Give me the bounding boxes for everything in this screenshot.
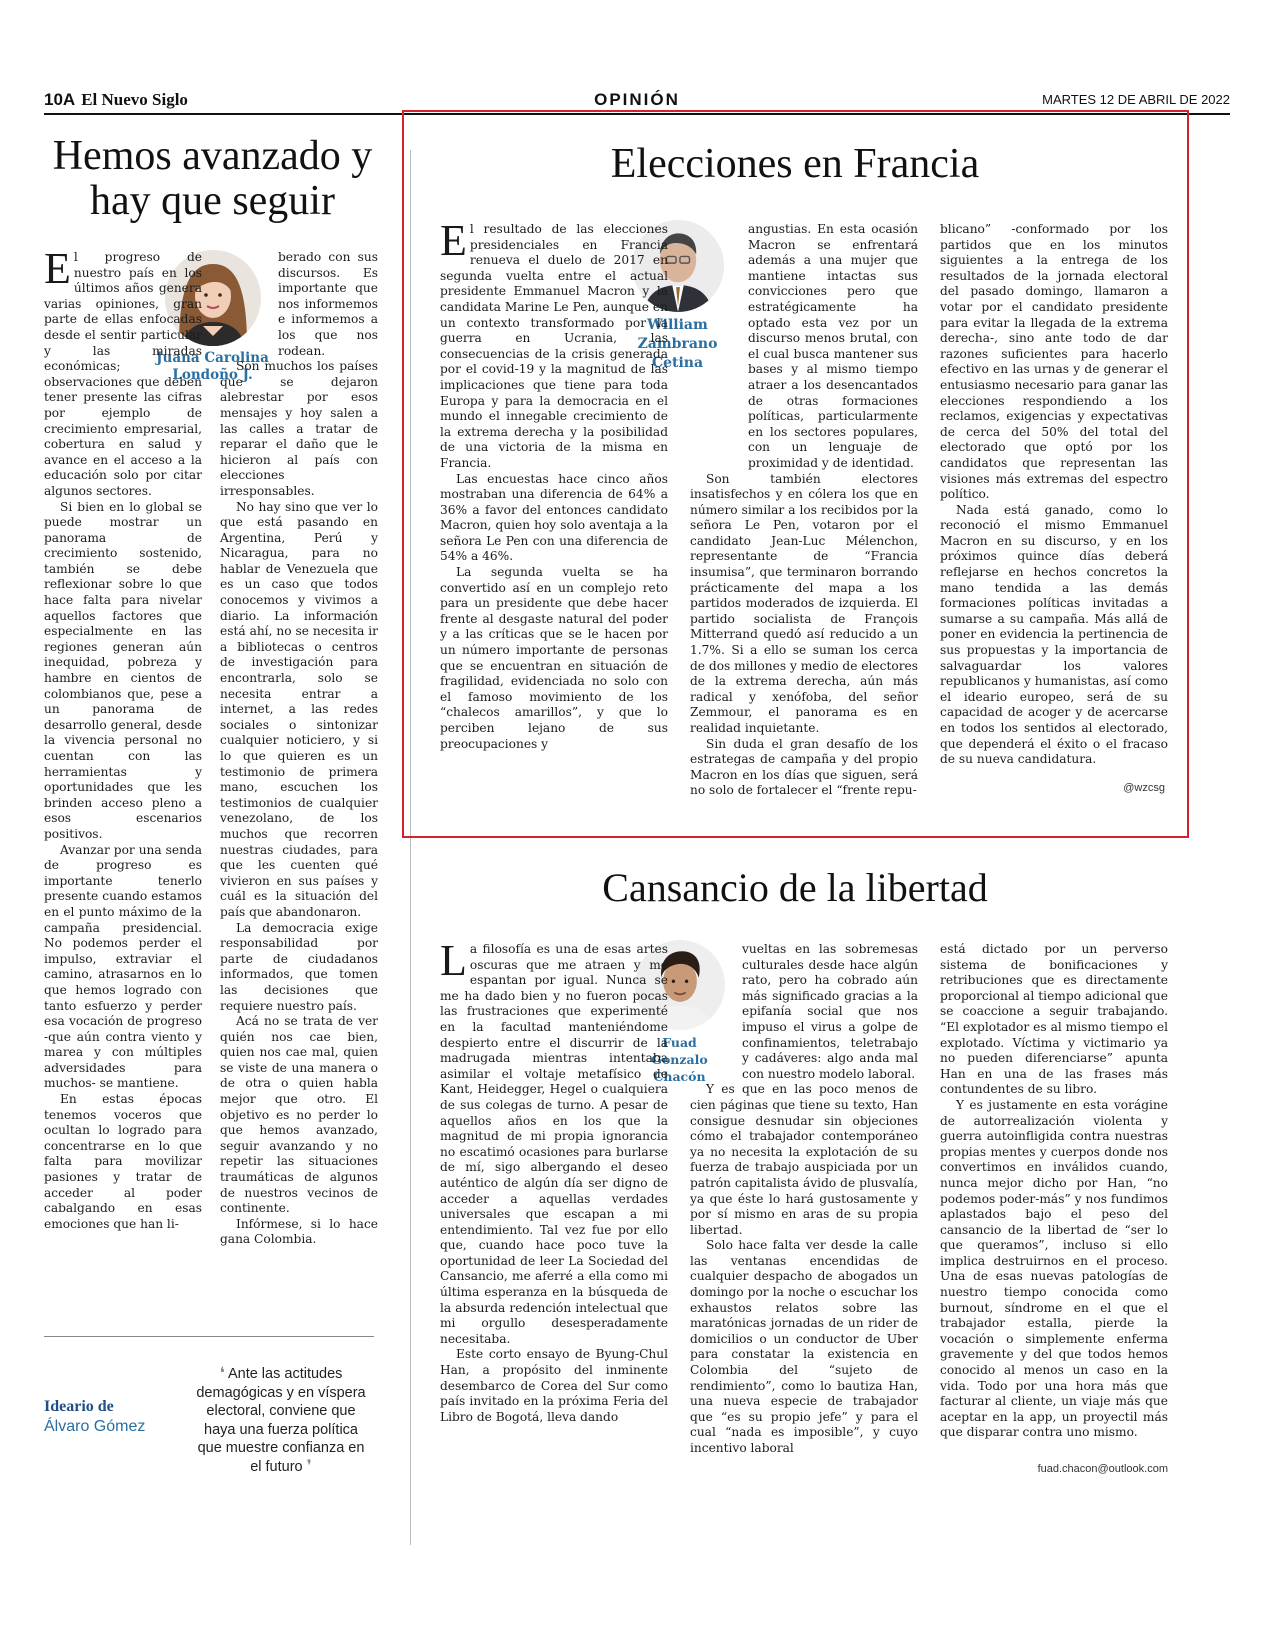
- top-article-paragraph: El resultado de las elecciones presidenciales en Francia renueva el duelo de 2017 en segunda vuelta entre el actual presidente Emmanuel Macron y la candidata Marine Le Pen, aunque en un contexto transformado por la guerra en Ucrania, las consecuencias de la crisis generada por el covid-19 y la magnitud de las implicaciones que tiene para toda Europa y para la democracia en el mundo el innegable crecimiento de la extrema derecha y la posibilidad de una victoria de la misma en Francia.: [440, 216, 668, 470]
- bottom-article-col-1: [440, 936, 668, 1425]
- left-article-paragraph: El progreso de nuestro país en los últimos años genera varias opiniones, gran parte de ellas enfocadas desde el sentir particular y las miradas económicas; observaciones que deben tener presente las cifras por ejemplo de crecimiento empresarial, cobertura en salud y avance en el acceso a la educación solo por citar algunos sectores.: [44, 244, 202, 498]
- open-quote-icon: ❛: [219, 1365, 225, 1382]
- masthead: El Nuevo Siglo: [81, 90, 188, 109]
- issue-date: MARTES 12 DE ABRIL DE 2022: [1042, 92, 1230, 107]
- bottom-article-dropcap: L: [440, 936, 467, 985]
- close-quote-icon: ❜: [306, 1457, 312, 1475]
- left-article-paragraph: berado con sus discursos. Es importante que nos informemos e informemos a los que nos rodean.: [278, 250, 378, 358]
- bottom-article-paragraph: Solo hace falta ver desde la calle las ventanas encendidas de cualquier despacho de abogados un domingo por la noche o escuchar los exhaustos relatos sobre las maratónicas jornadas de un rider de domicilios o un conductor de Uber para constatar la existencia en Colombia del “sujeto de rendimiento”, como lo bautiza Han, una nueva especie de trabajador que “es su propio jefe” y para el cual “nada es imposible”, y cuyo incentivo laboral: [690, 1238, 918, 1455]
- left-article-paragraph: La democracia exige responsabilidad por parte de ciudadanos informados, que tomen las decisiones que requiere nuestro país.: [220, 920, 378, 1013]
- bottom-article-paragraph: La filosofía es una de esas artes oscuras que me atraen y me espantan por igual. Nunca se me ha dado bien y no fueron pocas las frustraciones que experimenté en la facultad manteniéndome despierto entre el discurrir de la madrugada mientras intentaba asimilar el voltaje metafísico de Kant, Heidegger, Hegel o cualquiera de sus colegas de turno. A pesar de aquellos años en los que la magnitud de mi propia ignorancia no escatimó ocasiones para burlarse de mí, sigo albergando el deseo auténtico de algún día ser digno de acceder a aquellas verdades universales que escapan a mi entendimiento. Tal vez fue por ello que, cuando hace poco tuve la oportunidad de leer La Sociedad del Cansancio, me aferré a ella como mi última esperanza en la búsqueda de la absurda redención intelectual que mi orgullo desesperadamente necesitaba.: [440, 936, 668, 1346]
- top-article-col-2: [690, 222, 918, 799]
- top-article-paragraph: Nada está ganado, como lo reconoció el mismo Emmanuel Macron en su discurso, y en los próximos quince días deberá reflejarse en hechos concretos la mano tendida a las demás formaciones políticas invitadas a sumarse a su campaña. Más allá de poner en evidencia la pertinencia de sus propuestas y la importancia de salvaguardar los valores republicanos y humanistas, así como el ideario europeo, será de su capacidad de acoger y de acercarse en todos los sentidos al electorado, que dependerá el éxito o el fracaso de su nueva candidatura.: [940, 502, 1168, 767]
- ideario-name: Álvaro Gómez: [44, 1418, 146, 1435]
- bottom-author-name: Fuad Gonzalo Chacón: [651, 1035, 708, 1084]
- bottom-article-col-2: [690, 942, 918, 1457]
- ideario-label: Ideario de: [44, 1398, 114, 1415]
- left-article-paragraph: Si bien en lo global se puede mostrar un panorama de crecimiento sostenido, también se debe reflexionar sobre lo que hace falta para nivelar aquellos factores que especialmente en las regiones generan aún inequidad, pobreza y hambre en cientos de colombianos que, pese a un panorama de desarrollo general, desde la vivencia personal no cuentan con las herramientas y oportunidades que les brinden acceso pleno a esos escenarios positivos.: [44, 499, 202, 841]
- left-article-paragraph: Son muchos los países que se dejaron alebrestar por esos mensajes y hoy salen a las calles a tratar de reparar el daño que le hicieron al país con elecciones irresponsables.: [220, 359, 378, 498]
- left-article-dropcap: E: [44, 244, 71, 293]
- sidebar-quote-text: Ante las actitudes demagógicas y en víspera electoral, conviene que haya una fuerza política que muestre confianza en el futuro: [196, 1366, 366, 1475]
- left-article-paragraph: Acá no se trata de ver quién nos cae bien, quien nos cae mal, quien se viste de una manera o de otra o quien habla mejor que otro. El objetivo es no perder lo que hemos avanzado, seguir avanzando y no repetir las situaciones traumáticas de algunos de nuestros vecinos de continente.: [220, 1014, 378, 1216]
- sidebar-quote: [190, 1365, 372, 1476]
- bottom-article-paragraph: Y es justamente en esta vorágine de autorrealización violenta y guerra autoinfligida contra nuestras propias mentes y cuerpos donde nos convertimos en inválidos cuando, nunca mejor dicho por Han, “no podemos poder-más” y nos fundimos aplastados bajo el peso del cansancio de la libertad de “ser lo que queramos”, incluso si ello implica destruirnos en el proceso. Una de esas nuevas patologías de nuestro tiempo conocida como burnout, síndrome en el que el trabajador estalla, pierde la vocación o simplemente enferma gravemente y del que todos hemos conocido al menos un caso en la vida. Todo por una hora más que facturar al cliente, un viaje más que aceptar en la app, un proyectil más que disparar contra uno mismo.: [940, 1097, 1168, 1440]
- top-article-paragraph: blicano” -conformado por los partidos que en los minutos siguientes a la entrega de los resultados de la jornada electoral del pasado domingo, llamaron a votar por el candidato presidente para evitar la llegada de la extrema derecha-, sino ante todo de dar razones suficientes para hacerlo efectivo en las urnas y de generar el entusiasmo necesario para ganar las elecciones respondiendo a los reclamos, exigencias y expectativas de cerca del 50% del total del electorado que optó por los candidatos que representan las visiones más extremas del espectro político.: [940, 222, 1168, 502]
- left-article-paragraph: Infórmese, si lo hace gana Colombia.: [220, 1216, 378, 1247]
- bottom-article-paragraph: vueltas en las sobremesas culturales desde hace algún rato, pero ha cobrado aún más significado gracias a la epifanía social que nos impuso el virus a golpe de confinamientos, teletrabajo y cadáveres: algo anda mal con nuestro modelo laboral.: [742, 942, 918, 1081]
- bottom-article-paragraph: Y es que en las poco menos de cien páginas que tiene su texto, Han consigue desnudar sin objeciones cómo el trabajador contemporáneo ya no necesita la explotación de su fuerza de trabajo auspiciada por un patrón capitalista ávido de plusvalía, ya que éste lo hará gustosamente y por sí mismo en aras de su propia libertad.: [690, 1082, 918, 1237]
- top-article-col-3: [940, 222, 1168, 768]
- left-article-paragraph: Avanzar por una senda de progreso es importante tenerlo presente cuando estamos en el punto máximo de la campaña presidencial. No podemos perder el impulso, extraviar el camino, atrasarnos en lo que hemos logrado con tanto esfuerzo y perder esa vocación de progreso -que aún contra viento y marea y con múltiples adversidades para muchos- se mantiene.: [44, 842, 202, 1091]
- bottom-article-paragraph: Este corto ensayo de Byung-Chul Han, a propósito del inminente desembarco de Corea del Sur como país invitado en la próxima Feria del Libro de Bogotá, lleva dando: [440, 1347, 668, 1424]
- left-article-col-1: [44, 244, 202, 1232]
- top-article-paragraph: La segunda vuelta se ha convertido así en un complejo reto para un presidente que debe hacer frente al desgaste natural del poder y a las críticas que se le hacen por un número importante de personas que se encuentran en situación de fragilidad, evidenciada no solo con el famoso movimiento de los “chalecos amarillos”, y que lo perciben lejano de sus preocupaciones y: [440, 565, 668, 751]
- top-article-paragraph: angustias. En esta ocasión Macron se enfrentará además a una mujer que mantiene intactas sus convicciones pero que estratégicamente ha optado esta vez por un discurso menos brutal, con el cual busca mantener sus bases y al mismo tiempo atraer a los desencantados de otras formaciones políticas, particularmente en los sectores populares, con un lenguaje de proximidad y de identidad.: [748, 222, 918, 470]
- left-article-paragraph: No hay sino que ver lo que está pasando en Argentina, Perú y Nicaragua, para no hablar de Venezuela que es un caso que todos conocemos y vivimos a diario. La información está ahí, no se necesita ir a bibliotecas o centros de investigación para encontrarla, solo se necesita entrar a internet, a las redes sociales o sintonizar cualquier noticiero, y si lo que quieren es un testimonio de primera mano, escuchen los testimonios de cualquier venezolano, de los muchos que recorren nuestras ciudades, para que les cuenten qué vivieron en sus países y cuál es la situación del país que abandonaron.: [220, 499, 378, 919]
- section-title: OPINIÓN: [594, 90, 680, 109]
- top-author-name: William Zambrano Cetina: [637, 317, 718, 371]
- left-author-name: Juana Carolina Londoño J.: [156, 350, 269, 383]
- top-article-paragraph: Sin duda el gran desafío de los estrategas de campaña y del propio Macron en los días que siguen, será no solo de fortalecer el “frente repu-: [690, 736, 918, 798]
- top-author-handle: @wzcsg: [1123, 782, 1165, 794]
- bottom-article-headline: Cansancio de la libertad: [602, 865, 988, 910]
- bottom-article-paragraph: está dictado por un perverso sistema de bonificaciones y retribuciones que es directamente proporcional al tiempo adicional que se coaccione a seguir trabajando. “El explotador es al mismo tiempo el explotado. Víctima y victimario ya no pueden diferenciarse” apunta Han en una de las frases más contundentes de su libro.: [940, 942, 1168, 1097]
- left-article-paragraph: En estas épocas tenemos voceros que ocultan lo logrado para concentrarse en lo que falta para movilizar pasiones y tratar de acceder al poder cabalgando en esas emociones que han li-: [44, 1092, 202, 1231]
- sidebar-rule: [44, 1336, 374, 1337]
- page-number: 10A: [44, 90, 76, 109]
- bottom-article-col-3: [940, 942, 1168, 1441]
- left-article-headline: Hemos avanzado y hay que seguir: [52, 133, 373, 225]
- top-article-paragraph: Son también electores insatisfechos y en cólera los que en número similar a los recibidos por la señora Le Pen, votaron por el candidato Jean-Luc Mélenchon, representante de “Francia insumisa”, que terminaron borrando prácticamente del mapa a los partidos moderados de izquierda. El partido socialista de François Mitterrand quedó así reducido a un 1.7%. Si a ello se suman los cerca de dos millones y medio de electores de la extrema derecha, aún más radical y xenófoba, del señor Zemmour, el panorama es en realidad inquietante.: [690, 471, 918, 735]
- bottom-author-handle: fuad.chacon@outlook.com: [1037, 1463, 1168, 1475]
- left-article-col-2: [220, 250, 378, 1248]
- top-article-paragraph: Las encuestas hace cinco años mostraban una diferencia de 64% a 36% a favor del entonces candidato Macron, quien hoy solo aventaja a la señora Le Pen con una diferencia de 54% a 46%.: [440, 471, 668, 564]
- top-article-headline: Elecciones en Francia: [610, 141, 980, 187]
- top-article-dropcap: E: [440, 216, 467, 265]
- ideario-box: [44, 1398, 145, 1436]
- top-article-col-1: [440, 216, 668, 752]
